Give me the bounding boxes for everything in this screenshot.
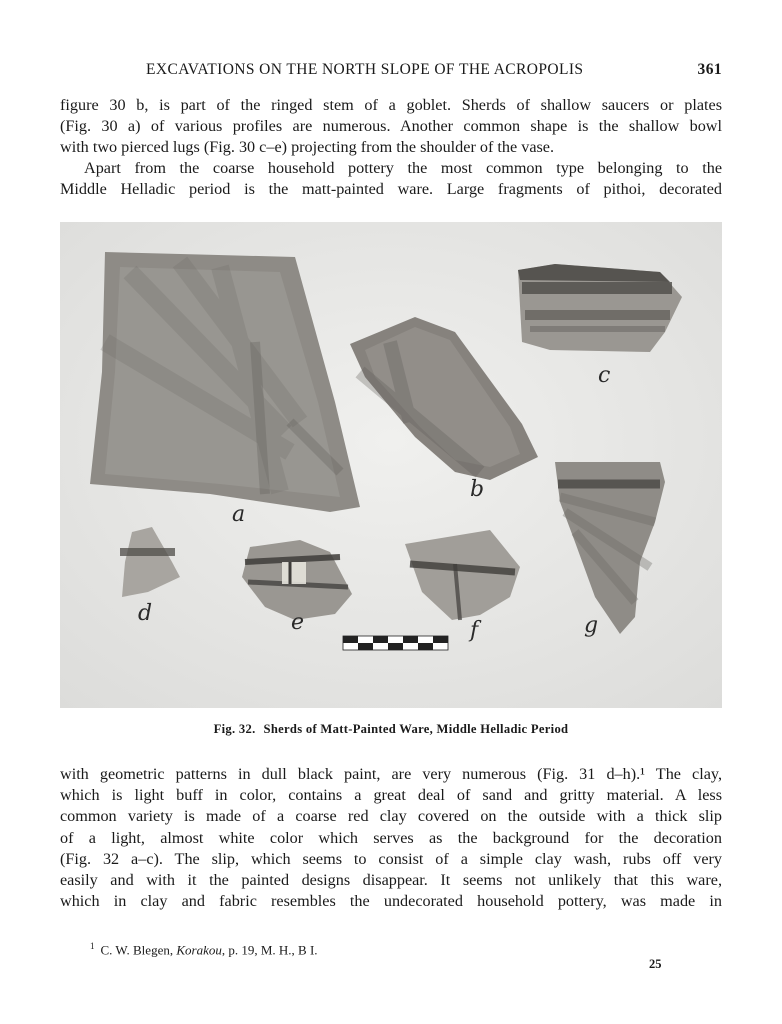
text-line: common variety is made of a coarse red clay covered on the outside with a thick slip [60, 807, 722, 826]
footnote-work: Korakou [176, 942, 222, 958]
text-line: easily and with it the painted designs disappear. It seems not unlikely that this ware, [60, 871, 722, 890]
text-line: which is light buff in color, contains a great deal of sand and gritty material. A less [60, 786, 722, 805]
text-line: with two pierced lugs (Fig. 30 c–e) projecting from the shoulder of the vase. [60, 138, 555, 157]
sherd-label-b: b [470, 477, 485, 502]
sherd-label-e: e [291, 610, 305, 635]
caption-label: Fig. 32. [213, 722, 256, 736]
text-line: (Fig. 32 a–c). The slip, which seems to consist of a simple clay wash, rubs off very [60, 849, 722, 868]
running-head [60, 61, 722, 81]
paragraph-second [60, 158, 722, 200]
text-line: of a light, almost white color which serves as the background for the decoration [60, 828, 722, 847]
text-line: which in clay and fabric resembles the undecorated household pottery, was made in [60, 892, 722, 911]
footnote-rest: , p. 19, M. H., B I. [221, 942, 318, 958]
sherd-c [518, 264, 682, 352]
paragraph-bottom [60, 764, 722, 912]
sherd-label-d: d [138, 601, 153, 626]
paragraph-top [60, 95, 722, 159]
footnote-marker: 1 [90, 941, 95, 951]
figure-caption [60, 722, 722, 737]
figure-photograph [60, 222, 722, 708]
sherd-label-f: f [470, 618, 479, 643]
sherd-label-a: a [232, 502, 246, 527]
footnote [90, 941, 318, 958]
text-line: with geometric patterns in dull black paint, are very numerous (Fig. 31 d–h).¹ The clay, [60, 765, 722, 783]
caption-text: Sherds of Matt-Painted Ware, Middle Helladic Period [263, 722, 569, 736]
running-title: EXCAVATIONS ON THE NORTH SLOPE OF THE ACROPOLIS [146, 61, 584, 78]
text-line: Middle Helladic period is the matt-painted ware. Large fragments of pithoi, decorated [60, 180, 722, 199]
page-number: 361 [697, 61, 722, 78]
sherd-label-g: g [584, 613, 599, 638]
text-line: figure 30 b, is part of the ringed stem of a goblet. Sherds of shallow saucers or plates [60, 96, 722, 114]
sheet-number: 25 [649, 957, 662, 971]
footnote-author: C. W. Blegen, [100, 942, 177, 958]
text-line: Apart from the coarse household pottery the most common type belonging to the [84, 159, 722, 177]
scale-bar [343, 636, 448, 650]
text-line: (Fig. 30 a) of various profiles are numerous. Another common shape is the shallow bowl [60, 117, 722, 136]
sherds-illustration [60, 222, 722, 708]
sherd-label-c: c [598, 363, 611, 388]
